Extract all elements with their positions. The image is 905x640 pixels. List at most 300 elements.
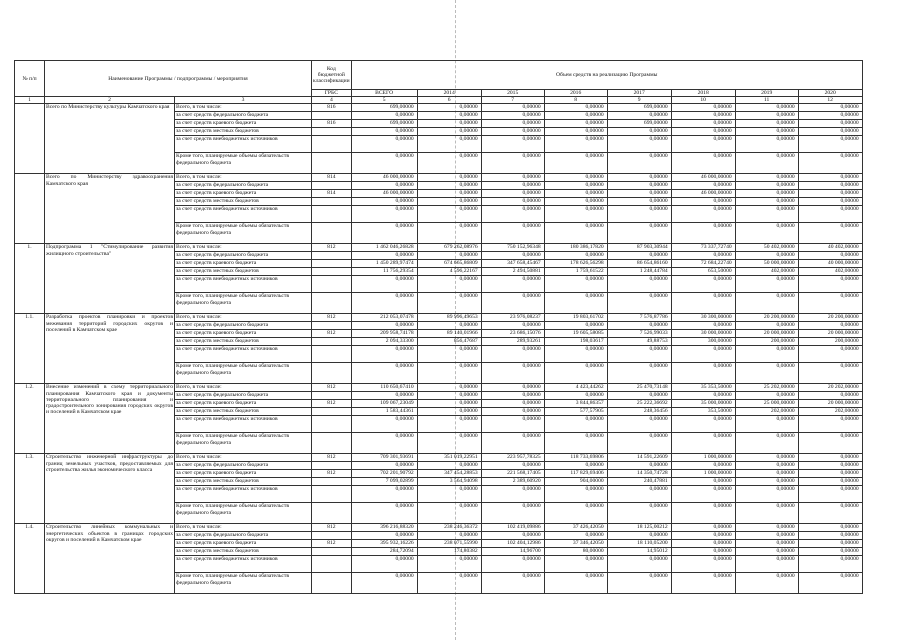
amount-year: 0,00000: [607, 182, 671, 190]
amount-year: 0,00000: [544, 252, 607, 260]
funding-source-label: за счет средств внебюджетных источников: [175, 346, 312, 363]
amount-year: 0,00000: [798, 416, 862, 433]
amount-year: 89 996,49653: [417, 314, 481, 322]
amount-year: 0,00000: [417, 252, 481, 260]
amount-year: 37 346,42050: [544, 540, 607, 548]
amount-year: 0,00000: [671, 532, 735, 540]
amount-year: 0,00000: [798, 104, 862, 112]
column-number: 12: [798, 97, 862, 104]
amount-year: 0,00000: [671, 462, 735, 470]
header-year: 2015: [481, 90, 544, 97]
amount-year: 0,00000: [481, 416, 544, 433]
amount-year: 0,00000: [481, 104, 544, 112]
amount-year: 0,00000: [735, 120, 798, 128]
column-number-row: [15, 97, 863, 104]
amount-year: 0,00000: [481, 573, 544, 594]
amount-year: 0,00000: [481, 532, 544, 540]
amount-year: 0,00000: [544, 293, 607, 314]
amount-year: 0,00000: [607, 363, 671, 384]
amount-year: 0,00000: [607, 532, 671, 540]
grbs-code: [312, 252, 352, 260]
amount-total: 0,00000: [351, 322, 417, 330]
amount-year: 0,00000: [544, 223, 607, 244]
amount-total: 7 099,02899: [351, 478, 417, 486]
amount-year: 0,00000: [481, 322, 544, 330]
amount-year: 0,00000: [481, 392, 544, 400]
amount-year: 289,93261: [481, 338, 544, 346]
amount-year: 0,00000: [735, 153, 798, 174]
amount-year: 0,00000: [798, 532, 862, 540]
amount-year: 0,00000: [735, 104, 798, 112]
amount-year: 0,00000: [481, 384, 544, 392]
amount-total: 0,00000: [351, 252, 417, 260]
item-name: Разработка проектов планировки и проектов межевания территорий городских округов и поселений в Камчатском крае: [45, 314, 175, 384]
amount-year: 0,00000: [481, 206, 544, 223]
amount-year: 0,00000: [735, 190, 798, 198]
amount-total: 0,00000: [351, 363, 417, 384]
amount-year: 0,00000: [481, 174, 544, 182]
amount-year: 0,00000: [798, 182, 862, 190]
funding-source-label: Кроме того, планируемые объемы обязательств федерального бюджета: [175, 363, 312, 384]
amount-total: 0,00000: [351, 223, 417, 244]
item-number: 1.4.: [15, 524, 45, 594]
amount-year: 0,00000: [671, 293, 735, 314]
funding-source-label: за счет средств краевого бюджета: [175, 120, 312, 128]
item-number: 1.2.: [15, 384, 45, 454]
grbs-code: [312, 260, 352, 268]
amount-year: 0,00000: [481, 408, 544, 416]
amount-year: 0,00000: [735, 182, 798, 190]
funding-source-label: за счет средств краевого бюджета: [175, 190, 312, 198]
funding-source-label: за счет средств местных бюджетов: [175, 478, 312, 486]
amount-year: 0,00000: [417, 293, 481, 314]
amount-year: 0,00000: [798, 174, 862, 182]
amount-year: 0,00000: [481, 252, 544, 260]
amount-year: 0,00000: [735, 486, 798, 503]
amount-year: 0,00000: [481, 112, 544, 120]
amount-year: 46 000,00000: [671, 190, 735, 198]
amount-total: 11 756,29354: [351, 268, 417, 276]
amount-year: 14,96700: [481, 548, 544, 556]
amount-year: 2 389,60920: [481, 478, 544, 486]
amount-year: 0,00000: [544, 128, 607, 136]
grbs-code: [312, 532, 352, 540]
amount-year: 0,00000: [417, 532, 481, 540]
amount-year: 14 350,74728: [607, 470, 671, 478]
amount-year: 0,00000: [798, 470, 862, 478]
amount-year: 0,00000: [607, 416, 671, 433]
amount-year: 0,00000: [671, 346, 735, 363]
grbs-code: [312, 503, 352, 524]
funding-source-label: Кроме того, планируемые объемы обязательств федерального бюджета: [175, 293, 312, 314]
amount-year: 0,00000: [417, 384, 481, 392]
amount-year: 0,00000: [544, 112, 607, 120]
amount-total: 0,00000: [351, 206, 417, 223]
amount-year: 80,00000: [544, 548, 607, 556]
item-number: 1.1.: [15, 314, 45, 384]
amount-year: 0,00000: [607, 198, 671, 206]
amount-year: 0,00000: [735, 470, 798, 478]
funding-source-label: за счет средств местных бюджетов: [175, 548, 312, 556]
funding-source-label: за счет средств краевого бюджета: [175, 400, 312, 408]
amount-total: 0,00000: [351, 293, 417, 314]
funding-source-label: за счет средств федерального бюджета: [175, 182, 312, 190]
amount-year: 904,00000: [544, 478, 607, 486]
amount-year: 0,00000: [544, 556, 607, 573]
amount-year: 200,00000: [798, 338, 862, 346]
amount-year: 0,00000: [481, 136, 544, 153]
amount-year: 0,00000: [481, 346, 544, 363]
header-year: 2018: [671, 90, 735, 97]
amount-year: 46 000,00000: [671, 174, 735, 182]
column-number: 1: [15, 97, 45, 104]
amount-total: 709 301,93691: [351, 454, 417, 462]
amount-total: 212 053,07478: [351, 314, 417, 322]
amount-year: 0,00000: [607, 462, 671, 470]
amount-year: 0,00000: [417, 322, 481, 330]
amount-year: 0,00000: [481, 276, 544, 293]
amount-year: 25 202,00000: [735, 384, 798, 392]
grbs-code: 812: [312, 470, 352, 478]
amount-year: 0,00000: [607, 556, 671, 573]
funding-source-label: Кроме того, планируемые объемы обязательств федерального бюджета: [175, 573, 312, 594]
column-number: 7: [481, 97, 544, 104]
item-name: Строительство инженерной инфраструктуры до границ земельных участков, предоставляемых для строительства жилья экономического класса: [45, 454, 175, 524]
amount-year: 7 576,87786: [607, 314, 671, 322]
grbs-code: [312, 182, 352, 190]
funding-source-label: за счет средств краевого бюджета: [175, 470, 312, 478]
amount-year: 0,00000: [671, 136, 735, 153]
item-name: Подпрограмма 1 "Стимулирование развития жилищного строительства": [45, 244, 175, 314]
amount-year: 0,00000: [735, 532, 798, 540]
amount-total: 0,00000: [351, 433, 417, 454]
amount-year: 180 386,17820: [544, 244, 607, 252]
amount-year: 0,00000: [735, 112, 798, 120]
amount-total: 0,00000: [351, 346, 417, 363]
grbs-code: [312, 206, 352, 223]
amount-year: 0,00000: [671, 433, 735, 454]
amount-year: 18 125,00212: [607, 524, 671, 532]
amount-year: 0,00000: [607, 573, 671, 594]
table-row: [15, 174, 863, 182]
grbs-code: [312, 573, 352, 594]
amount-year: 0,00000: [671, 104, 735, 112]
grbs-code: [312, 136, 352, 153]
amount-year: 0,00000: [607, 153, 671, 174]
amount-year: 0,00000: [798, 128, 862, 136]
amount-year: 0,00000: [544, 416, 607, 433]
grbs-code: [312, 276, 352, 293]
column-number: 10: [671, 97, 735, 104]
amount-total: 0,00000: [351, 136, 417, 153]
funding-source-label: за счет средств местных бюджетов: [175, 338, 312, 346]
amount-year: 0,00000: [417, 433, 481, 454]
amount-year: 50 000,00000: [735, 260, 798, 268]
grbs-code: [312, 223, 352, 244]
amount-year: 49,88753: [607, 338, 671, 346]
amount-year: 0,00000: [671, 524, 735, 532]
amount-year: 1 248,44784: [607, 268, 671, 276]
amount-year: 0,00000: [798, 136, 862, 153]
amount-year: 0,00000: [798, 120, 862, 128]
amount-year: 0,00000: [607, 252, 671, 260]
grbs-code: [312, 338, 352, 346]
amount-year: 0,00000: [798, 524, 862, 532]
amount-year: 0,00000: [544, 153, 607, 174]
amount-year: 0,00000: [798, 346, 862, 363]
amount-total: 395 932,16226: [351, 540, 417, 548]
amount-year: 25 222,36692: [607, 400, 671, 408]
grbs-code: [312, 392, 352, 400]
amount-year: 300,00000: [671, 338, 735, 346]
funding-source-label: за счет средств внебюджетных источников: [175, 416, 312, 433]
amount-year: 0,00000: [671, 503, 735, 524]
amount-year: 0,00000: [735, 503, 798, 524]
amount-year: 200,00000: [735, 338, 798, 346]
amount-year: 35 353,50000: [671, 384, 735, 392]
amount-year: 0,00000: [798, 556, 862, 573]
amount-year: 0,00000: [481, 503, 544, 524]
amount-year: 0,00000: [671, 548, 735, 556]
funding-source-label: за счет средств федерального бюджета: [175, 462, 312, 470]
amount-year: 0,00000: [735, 556, 798, 573]
amount-year: 1 759,61522: [544, 268, 607, 276]
amount-year: 0,00000: [735, 433, 798, 454]
amount-year: 1 000,00000: [671, 454, 735, 462]
amount-year: 0,00000: [544, 322, 607, 330]
amount-year: 0,00000: [544, 206, 607, 223]
amount-year: 0,00000: [735, 136, 798, 153]
amount-year: 699,00000: [607, 104, 671, 112]
amount-year: 351 019,22951: [417, 454, 481, 462]
amount-year: 198,03617: [544, 338, 607, 346]
header-year: 2017: [607, 90, 671, 97]
amount-year: 0,00000: [417, 462, 481, 470]
header-num: № п/п: [15, 61, 45, 97]
amount-total: 0,00000: [351, 462, 417, 470]
amount-year: 0,00000: [798, 548, 862, 556]
amount-year: 0,00000: [481, 120, 544, 128]
table-row: [15, 314, 863, 322]
amount-total: 0,00000: [351, 112, 417, 120]
header-year: 2020: [798, 90, 862, 97]
amount-total: 699,00000: [351, 104, 417, 112]
amount-year: 0,00000: [417, 223, 481, 244]
amount-year: 0,00000: [544, 503, 607, 524]
amount-year: 3 844,86357: [544, 400, 607, 408]
grbs-code: [312, 112, 352, 120]
grbs-code: 816: [312, 104, 352, 112]
amount-year: 221 568,17405: [481, 470, 544, 478]
funding-source-label: Кроме того, планируемые объемы обязательств федерального бюджета: [175, 223, 312, 244]
grbs-code: [312, 363, 352, 384]
amount-year: 0,00000: [607, 174, 671, 182]
amount-year: 30 300,00000: [671, 314, 735, 322]
amount-total: 396 216,88320: [351, 524, 417, 532]
amount-year: 223 957,78325: [481, 454, 544, 462]
amount-year: 0,00000: [798, 363, 862, 384]
amount-year: 0,00000: [671, 486, 735, 503]
amount-year: 0,00000: [607, 136, 671, 153]
amount-year: 0,00000: [607, 392, 671, 400]
amount-year: 2 494,50881: [481, 268, 544, 276]
amount-total: 0,00000: [351, 486, 417, 503]
header-grbs: ГРБС: [312, 90, 352, 97]
amount-total: 110 650,67410: [351, 384, 417, 392]
funding-source-label: Кроме того, планируемые объемы обязательств федерального бюджета: [175, 503, 312, 524]
amount-year: 37 426,42050: [544, 524, 607, 532]
amount-year: 0,00000: [607, 206, 671, 223]
amount-total: 2 094,33300: [351, 338, 417, 346]
amount-total: 1 462 046,26828: [351, 244, 417, 252]
amount-year: 0,00000: [798, 252, 862, 260]
grbs-code: [312, 322, 352, 330]
grbs-code: 814: [312, 190, 352, 198]
amount-year: 23 976,08237: [481, 314, 544, 322]
amount-total: 0,00000: [351, 153, 417, 174]
header-year: 2019: [735, 90, 798, 97]
header-year: 2016: [544, 90, 607, 97]
amount-year: 699,00000: [607, 120, 671, 128]
column-number: 3: [175, 97, 312, 104]
amount-year: 0,00000: [544, 532, 607, 540]
amount-year: 0,00000: [417, 206, 481, 223]
amount-total: 0,00000: [351, 198, 417, 206]
amount-year: 0,00000: [671, 223, 735, 244]
item-number: 1.: [15, 244, 45, 314]
table-row: [15, 524, 863, 532]
amount-year: 0,00000: [735, 223, 798, 244]
grbs-code: [312, 462, 352, 470]
amount-year: 0,00000: [671, 573, 735, 594]
funding-source-label: Кроме того, планируемые объемы обязательств федерального бюджета: [175, 433, 312, 454]
amount-year: 0,00000: [417, 346, 481, 363]
grbs-code: 814: [312, 174, 352, 182]
amount-year: 89 140,01966: [417, 330, 481, 338]
amount-year: 0,00000: [735, 206, 798, 223]
amount-year: 0,00000: [798, 293, 862, 314]
amount-year: 0,00000: [671, 363, 735, 384]
amount-year: 0,00000: [735, 478, 798, 486]
amount-year: 0,00000: [671, 128, 735, 136]
grbs-code: [312, 548, 352, 556]
funding-source-label: за счет средств внебюджетных источников: [175, 486, 312, 503]
amount-year: 0,00000: [544, 573, 607, 594]
amount-total: 284,72094: [351, 548, 417, 556]
amount-year: 0,00000: [544, 462, 607, 470]
grbs-code: 812: [312, 540, 352, 548]
item-name: Внесение изменений в схему территориального планирования Камчатского края и документы территориального планирования и градостроительного зонирования городских округов и поселений в Камчатском крае: [45, 384, 175, 454]
grbs-code: 816: [312, 120, 352, 128]
amount-year: 347 658,45467: [481, 260, 544, 268]
amount-total: 109 067,23049: [351, 400, 417, 408]
amount-year: 0,00000: [735, 573, 798, 594]
amount-year: 0,00000: [798, 190, 862, 198]
amount-year: 248,36456: [607, 408, 671, 416]
grbs-code: 812: [312, 314, 352, 322]
amount-year: 0,00000: [481, 462, 544, 470]
amount-year: 25 470,73148: [607, 384, 671, 392]
funding-source-label: за счет средств краевого бюджета: [175, 330, 312, 338]
amount-year: 0,00000: [735, 540, 798, 548]
funding-source-label: за счет средств федерального бюджета: [175, 322, 312, 330]
amount-year: 20 202,00000: [798, 384, 862, 392]
item-name: Строительство линейных коммунальных и энергетических объектов в границах городских округов и поселений в Камчатском крае: [45, 524, 175, 594]
amount-year: 0,00000: [417, 104, 481, 112]
funding-source-label: за счет средств федерального бюджета: [175, 252, 312, 260]
amount-year: 402,00000: [798, 268, 862, 276]
grbs-code: [312, 346, 352, 363]
amount-year: 0,00000: [544, 346, 607, 363]
amount-year: 0,00000: [544, 363, 607, 384]
amount-year: 117 829,69406: [544, 470, 607, 478]
amount-total: 1 583,44361: [351, 408, 417, 416]
grbs-code: [312, 416, 352, 433]
column-number: 4: [312, 97, 352, 104]
column-number: 5: [351, 97, 417, 104]
amount-year: 750 152,96348: [481, 244, 544, 252]
amount-year: 0,00000: [417, 120, 481, 128]
amount-year: 0,00000: [798, 112, 862, 120]
amount-year: 4 596,22167: [417, 268, 481, 276]
amount-year: 0,00000: [798, 462, 862, 470]
amount-year: 0,00000: [417, 408, 481, 416]
amount-year: 20 200,00000: [798, 314, 862, 322]
funding-source-label: за счет средств краевого бюджета: [175, 540, 312, 548]
amount-year: 402,00000: [735, 268, 798, 276]
amount-year: 0,00000: [417, 153, 481, 174]
amount-total: 702 201,90792: [351, 470, 417, 478]
amount-year: 202,00000: [735, 408, 798, 416]
funding-source-label: за счет средств местных бюджетов: [175, 268, 312, 276]
item-number: [15, 174, 45, 244]
table-row: [15, 454, 863, 462]
amount-year: 40 000,00000: [798, 260, 862, 268]
amount-year: 0,00000: [798, 540, 862, 548]
amount-year: 0,00000: [735, 293, 798, 314]
amount-year: 674 665,86809: [417, 260, 481, 268]
amount-year: 0,00000: [417, 112, 481, 120]
grbs-code: 812: [312, 524, 352, 532]
amount-year: 679 262,08976: [417, 244, 481, 252]
amount-year: 0,00000: [417, 400, 481, 408]
funding-source-label: за счет средств федерального бюджета: [175, 532, 312, 540]
amount-year: 0,00000: [417, 573, 481, 594]
amount-total: 699,00000: [351, 120, 417, 128]
amount-year: 653,50000: [671, 268, 735, 276]
amount-year: 0,00000: [671, 556, 735, 573]
amount-total: 0,00000: [351, 532, 417, 540]
amount-year: 0,00000: [481, 556, 544, 573]
amount-total: 0,00000: [351, 416, 417, 433]
funding-source-label: Всего, в том числе:: [175, 244, 312, 252]
amount-year: 0,00000: [735, 416, 798, 433]
amount-year: 0,00000: [607, 346, 671, 363]
program-funding-table: [14, 60, 863, 594]
funding-source-label: Всего, в том числе:: [175, 104, 312, 112]
amount-year: 178 626,56298: [544, 260, 607, 268]
amount-year: 0,00000: [798, 206, 862, 223]
amount-year: 20 200,00000: [735, 314, 798, 322]
amount-year: 0,00000: [544, 120, 607, 128]
amount-year: 0,00000: [417, 416, 481, 433]
item-name: Всего по Министерству культуры Камчатского края: [45, 104, 175, 174]
amount-year: 0,00000: [798, 573, 862, 594]
amount-year: 0,00000: [798, 454, 862, 462]
table-row: [15, 384, 863, 392]
grbs-code: [312, 478, 352, 486]
funding-source-label: за счет средств местных бюджетов: [175, 128, 312, 136]
